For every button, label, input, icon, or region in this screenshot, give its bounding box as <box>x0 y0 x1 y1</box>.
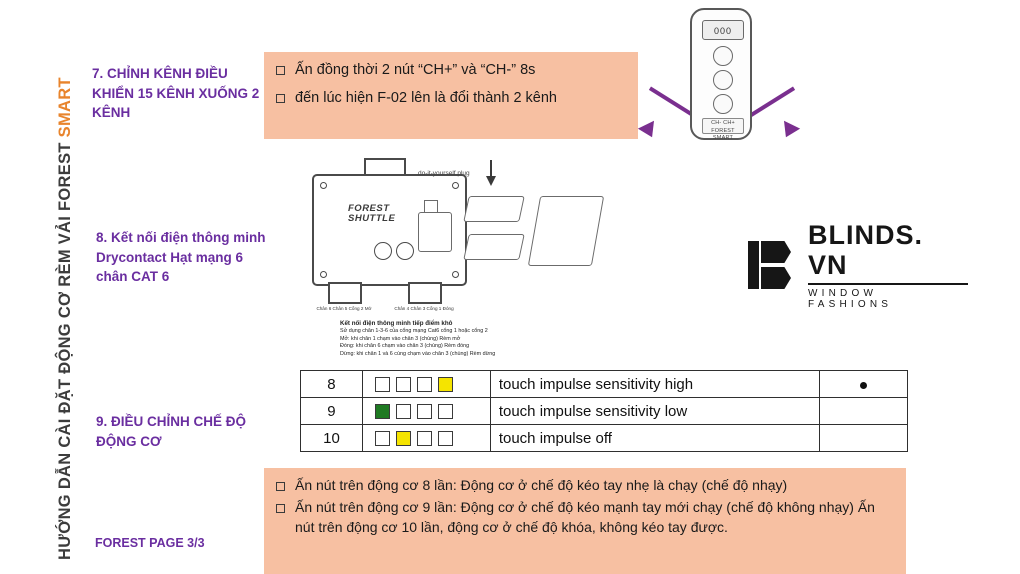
bullet-text: đến lúc hiện F-02 lên là đổi thành 2 kênh <box>295 90 557 106</box>
bullet-item <box>276 476 894 495</box>
switch-cell <box>438 431 453 446</box>
row-description: touch impulse off <box>490 425 819 452</box>
section-8-label: 8. Kết nối điện thông minh Drycontact Hạt mạng 6 chân CAT 6 <box>96 230 266 285</box>
remote-channel-bar <box>702 118 744 141</box>
arrow-left-shape <box>649 87 695 118</box>
module-brand-label <box>348 204 395 224</box>
remote-channel-labels: CH- CH+ <box>711 120 735 126</box>
switch-cell-yellow <box>396 431 411 446</box>
section-9-callout-box <box>264 468 906 574</box>
arrow-left-head-icon <box>638 121 660 141</box>
table-row <box>301 398 908 425</box>
row-description: touch impulse sensitivity low <box>490 398 819 425</box>
logo-divider <box>808 283 968 285</box>
switch-cell <box>417 431 432 446</box>
mounting-hole-icon <box>452 271 459 278</box>
square-bullet-icon <box>276 504 285 513</box>
connector-d <box>528 196 604 266</box>
fineprint-title: Kết nối điện thông minh tiếp điểm khô <box>340 320 453 327</box>
table-row <box>301 371 908 398</box>
module-port-right-caption: Chân 4 Chân 3 Cổng 1 Đóng <box>394 306 454 311</box>
bullet-text: Ấn đồng thời 2 nút “CH+” và “CH-” 8s <box>295 62 536 78</box>
vertical-title-text: HƯỚNG DẪN CÀI ĐẶT ĐỘNG CƠ RÈM VẢI FOREST <box>56 142 74 560</box>
row-switches <box>362 398 490 425</box>
section-9-label: 9. ĐIỀU CHỈNH CHẾ ĐỘ ĐỘNG CƠ <box>96 414 247 449</box>
bullet-text: Ấn nút trên động cơ 9 lần: Động cơ ở chế độ kéo mạnh tay mới chạy (chế độ không nhạy) Ấn nút trên động cơ 10 lần, động cơ ở chế độ khóa, không kéo tay được. <box>295 499 875 535</box>
row-number: 10 <box>301 425 363 452</box>
section-7-label: 7. CHỈNH KÊNH ĐIỀU KHIỂN 15 KÊNH XUỐNG 2 KÊNH <box>92 66 260 121</box>
module-brand-line2: SHUTTLE <box>348 213 396 224</box>
section-7-callout-box <box>264 52 638 139</box>
module-brand-line1: FOREST <box>348 203 390 214</box>
switch-cell-green <box>375 404 390 419</box>
mounting-hole-icon <box>452 182 459 189</box>
table-row <box>301 425 908 452</box>
module-dial-2 <box>396 242 414 260</box>
switch-cell <box>375 431 390 446</box>
bullet-item <box>276 60 626 80</box>
fineprint-line: Mở: khi chân 1 chạm vào chân 3 (chùng) Rèm mở <box>340 335 461 342</box>
row-number: 8 <box>301 371 363 398</box>
blinds-logo-icon <box>746 239 798 291</box>
remote-control-illustration <box>660 4 790 154</box>
module-port-left-caption: Chân 6 Chân 5 Cổng 2 Mở <box>316 306 372 311</box>
square-bullet-icon <box>276 482 285 491</box>
dip-switch-table <box>300 370 908 452</box>
row-switches <box>362 425 490 452</box>
bullet-item <box>276 498 894 537</box>
connector-b <box>463 196 525 222</box>
row-marker <box>820 371 908 398</box>
remote-stop-button <box>713 70 733 90</box>
switch-cell <box>417 377 432 392</box>
row-marker <box>820 425 908 452</box>
row-description: touch impulse sensitivity high <box>490 371 819 398</box>
dot-marker-icon <box>860 382 867 389</box>
module-dial-1 <box>374 242 392 260</box>
square-bullet-icon <box>276 94 285 103</box>
wiring-fineprint <box>340 320 630 358</box>
assembly-arrow-icon <box>486 176 496 186</box>
switch-cell <box>396 404 411 419</box>
connector-a <box>418 212 452 252</box>
remote-brand-label: FOREST SMART <box>711 128 735 141</box>
fineprint-line: Đóng: khi chân 6 chạm vào chân 3 (chùng) Rèm đóng <box>340 343 470 350</box>
remote-body <box>690 8 752 140</box>
brand-logo <box>746 220 968 310</box>
document-vertical-title <box>22 0 74 574</box>
fineprint-line: Sử dụng chân 1-3-6 của cổng mạng Cat6 cổng 1 hoặc cổng 2 <box>340 328 488 335</box>
module-port-right <box>408 282 442 304</box>
page-number: FOREST PAGE 3/3 <box>95 536 205 550</box>
logo-wordmark: BLINDS. VN <box>808 220 923 281</box>
arrow-right-head-icon <box>778 121 800 141</box>
connector-c <box>463 234 525 260</box>
switch-cell <box>375 377 390 392</box>
row-marker <box>820 398 908 425</box>
remote-up-button <box>713 46 733 66</box>
vertical-title-suffix: SMART <box>56 77 74 138</box>
mounting-hole-icon <box>320 182 327 189</box>
bullet-item <box>276 88 626 108</box>
remote-down-button <box>713 94 733 114</box>
switch-cell <box>438 404 453 419</box>
plug-caption: do-it-yourself plug <box>418 170 470 177</box>
remote-display: 000 <box>702 20 744 40</box>
switch-cell <box>417 404 432 419</box>
mounting-hole-icon <box>320 271 327 278</box>
row-number: 9 <box>301 398 363 425</box>
square-bullet-icon <box>276 66 285 75</box>
fineprint-line: Dừng: khi chân 1 và 6 cùng chạm vào chân 3 (chùng) Rèm dừng <box>340 350 496 357</box>
switch-cell <box>396 377 411 392</box>
bullet-text: Ấn nút trên động cơ 8 lần: Động cơ ở chế độ kéo tay nhẹ là chạy (chế độ nhạy) <box>295 477 788 493</box>
module-port-left <box>328 282 362 304</box>
table-body <box>301 371 908 452</box>
row-switches <box>362 371 490 398</box>
switch-cell-yellow <box>438 377 453 392</box>
arrow-right-shape <box>749 87 795 118</box>
logo-tagline: WINDOW FASHIONS <box>808 287 893 310</box>
